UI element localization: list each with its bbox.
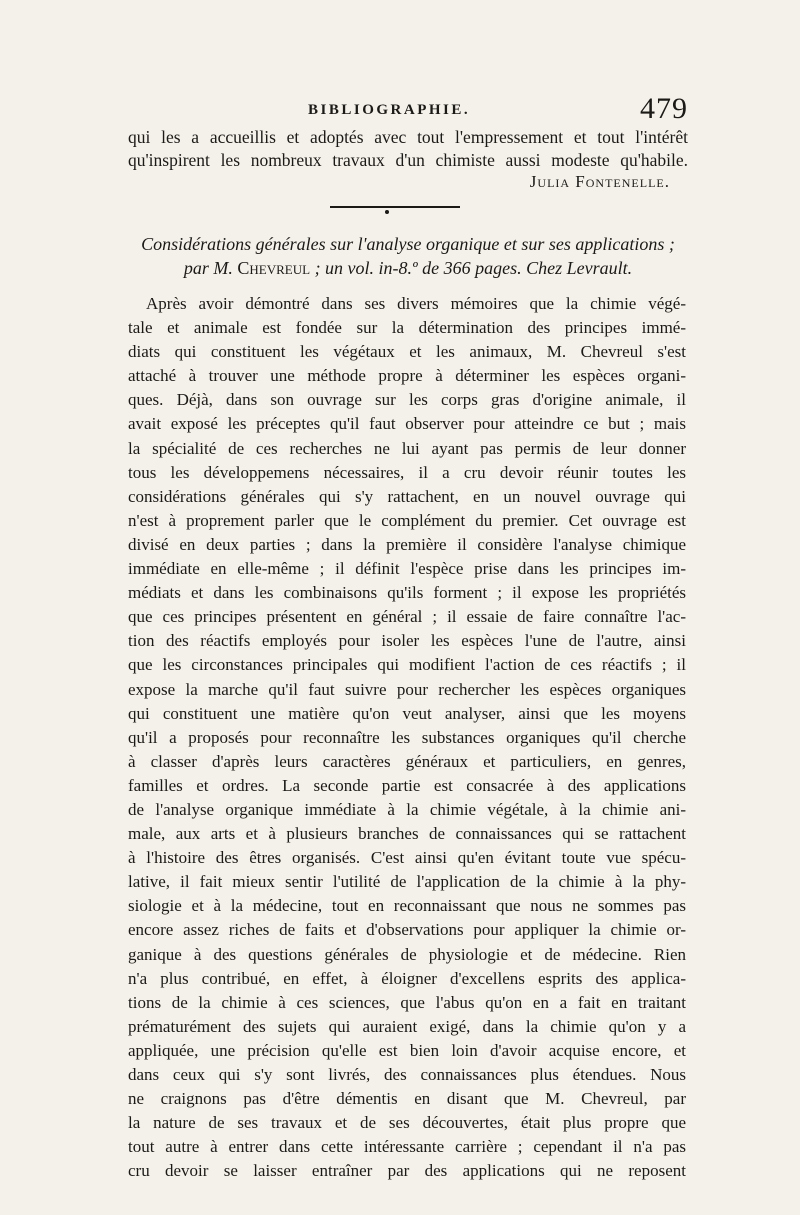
body-text-line: tous les développemens nécessaires, il a cru devoir réunir toutes les	[128, 462, 686, 482]
body-text-line: attaché à trouver une méthode propre à déterminer les espèces organi-	[128, 366, 686, 386]
body-text-line: considérations générales qui s'y rattachent, en un nouvel ouvrage qui	[128, 486, 686, 506]
text-line: qui les a accueillis et adoptés avec tout l'empressement et tout l'intérêt	[128, 127, 688, 147]
title-author: Chevreul	[237, 258, 311, 278]
title-prefix: par M.	[183, 258, 233, 278]
body-text-line: n'a plus contribué, en effet, à éloigner d'excellens esprits des applica-	[128, 968, 686, 988]
body-text-line: male, aux arts et à plusieurs branches de connaissances qui se rattachent	[128, 824, 686, 844]
body-text-line: tout autre à entrer dans cette intéressante carrière ; cependant il n'a pas	[128, 1137, 686, 1157]
divider-dot	[385, 210, 389, 214]
body-text-line: qui constituent une matière qu'on veut analyser, ainsi que les moyens	[128, 703, 686, 723]
page-number: 479	[640, 92, 688, 125]
body-text-line: cru devoir se laisser entraîner par des applications qui ne reposent	[128, 1161, 686, 1181]
section-divider	[330, 206, 460, 208]
text-line: qu'inspirent les nombreux travaux d'un chimiste aussi modeste qu'habile.	[128, 150, 688, 170]
body-text-line: lative, il fait mieux sentir l'utilité de l'application de la chimie à la phy-	[128, 872, 686, 892]
title-line: Considérations générales sur l'analyse organique et sur ses applications ;	[141, 234, 675, 254]
body-text-line: siologie et à la médecine, tout en reconnaissant que nous ne sommes pas	[128, 896, 686, 916]
body-text-line: la nature de ses travaux et de ses découvertes, était plus propre que	[128, 1113, 686, 1133]
body-text-line: immédiate en elle-même ; il définit l'espèce prise dans les principes im-	[128, 559, 686, 579]
running-title: BIBLIOGRAPHIE.	[308, 102, 471, 118]
body-text-line: avait exposé les préceptes qu'il faut observer pour atteindre ce but ; mais	[128, 414, 686, 434]
body-text-line: ganique à des questions générales de physiologie et de médecine. Rien	[128, 944, 686, 964]
body-text-line: la spécialité de ces recherches ne lui ayant pas permis de leur donner	[128, 438, 686, 458]
body-text-line: Après avoir démontré dans ses divers mémoires que la chimie végé-	[146, 294, 686, 313]
body-text-line: tale et animale est fondée sur la détermination des principes immé-	[128, 318, 686, 338]
body-text-line: ques. Déjà, dans son ouvrage sur les corps gras d'origine animale, il	[128, 390, 686, 410]
body-text-line: médiats et dans les combinaisons qu'ils forment ; il expose les propriétés	[128, 583, 686, 603]
author-signature: Julia Fontenelle.	[529, 172, 670, 191]
body-text-line: diats qui constituent les végétaux et les animaux, M. Chevreul s'est	[128, 342, 686, 362]
body-text-line: ne craignons pas d'être démentis en disant que M. Chevreul, par	[128, 1089, 686, 1109]
body-text-line: tions de la chimie à ces sciences, que l'abus qu'on en a fait en traitant	[128, 992, 686, 1012]
body-text-line: tion des réactifs employés pour isoler les espèces l'une de l'autre, ainsi	[128, 631, 686, 651]
body-text-line: que les circonstances principales qui modifient l'action de ces réactifs ; il	[128, 655, 686, 675]
review-title	[128, 232, 688, 280]
body-text-line: familles et ordres. La seconde partie est consacrée à des applications	[128, 775, 686, 795]
title-suffix: ; un vol. in-8.º de 366 pages. Chez Levrault.	[314, 258, 633, 278]
previous-article-ending	[128, 126, 688, 172]
body-text-line: n'est à proprement parler que le complément du premier. Cet ouvrage est	[128, 510, 686, 530]
body-text-line: appliquée, une précision qu'elle est bien loin d'avoir acquise encore, et	[128, 1040, 686, 1060]
body-text-line: que ces principes présentent en général ; il essaie de faire connaître l'ac-	[128, 607, 686, 627]
title-line	[128, 256, 688, 280]
body-text-line: expose la marche qu'il faut suivre pour rechercher les espèces organiques	[128, 679, 686, 699]
body-text-line: à l'histoire des êtres organisés. C'est ainsi qu'en évitant toute vue spécu-	[128, 848, 686, 868]
review-body	[128, 292, 686, 1183]
body-text-line: de l'analyse organique immédiate à la chimie végétale, à la chimie ani-	[128, 799, 686, 819]
body-text-line: encore assez riches de faits et d'observations pour appliquer la chimie or-	[128, 920, 686, 940]
body-text-line: à classer d'après leurs caractères généraux et particuliers, en genres,	[128, 751, 686, 771]
body-text-line: qu'il a proposés pour reconnaître les substances organiques qu'il cherche	[128, 727, 686, 747]
body-text-line: divisé en deux parties ; dans la première il considère l'analyse chimique	[128, 534, 686, 554]
body-text-line: dans ceux qui s'y sont livrés, des connaissances plus étendues. Nous	[128, 1065, 686, 1084]
body-text-line: prématurément des sujets qui auraient exigé, dans la chimie qu'on y a	[128, 1016, 686, 1036]
